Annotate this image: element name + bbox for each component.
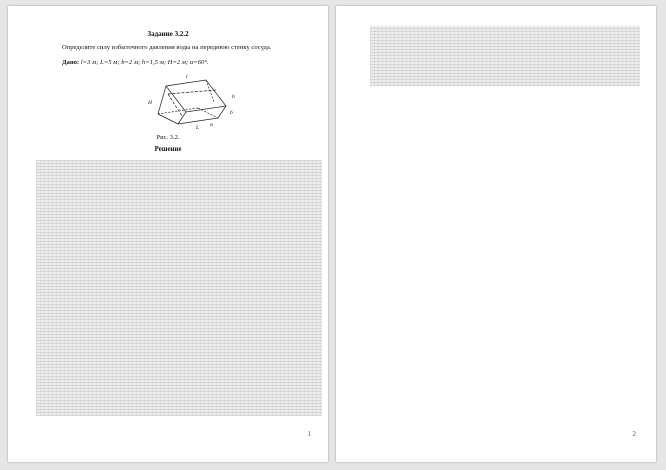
top-face bbox=[166, 80, 226, 112]
label-H: H bbox=[148, 100, 152, 106]
formula-image bbox=[370, 26, 640, 86]
given-values: l=3 м; L=5 м; b=2 м; h=1,5 м; H=2 м; α=60°. bbox=[80, 59, 209, 66]
vessel-figure bbox=[144, 72, 240, 130]
label-L: L bbox=[196, 125, 200, 130]
label-alpha: α bbox=[210, 122, 213, 128]
trapezoid-prism-drawing bbox=[144, 72, 240, 130]
label-b: b bbox=[230, 110, 233, 116]
task-statement: Определите силу избыточного давления воды на переднюю стенку сосуда. bbox=[62, 44, 272, 51]
given-data bbox=[62, 59, 209, 66]
figure-caption: Рис. 3.2. bbox=[156, 134, 180, 141]
label-l: l bbox=[186, 74, 188, 80]
given-label: Дано: bbox=[62, 59, 80, 66]
page-number: 1 bbox=[307, 430, 311, 438]
document-page-2 bbox=[336, 6, 656, 462]
page-number: 2 bbox=[632, 430, 636, 438]
solution-heading: Решение bbox=[154, 146, 182, 153]
task-title: Задание 3.2.2 bbox=[147, 30, 189, 38]
label-h: h bbox=[232, 94, 235, 100]
solution-image bbox=[36, 160, 322, 416]
document-page-1 bbox=[8, 6, 328, 462]
